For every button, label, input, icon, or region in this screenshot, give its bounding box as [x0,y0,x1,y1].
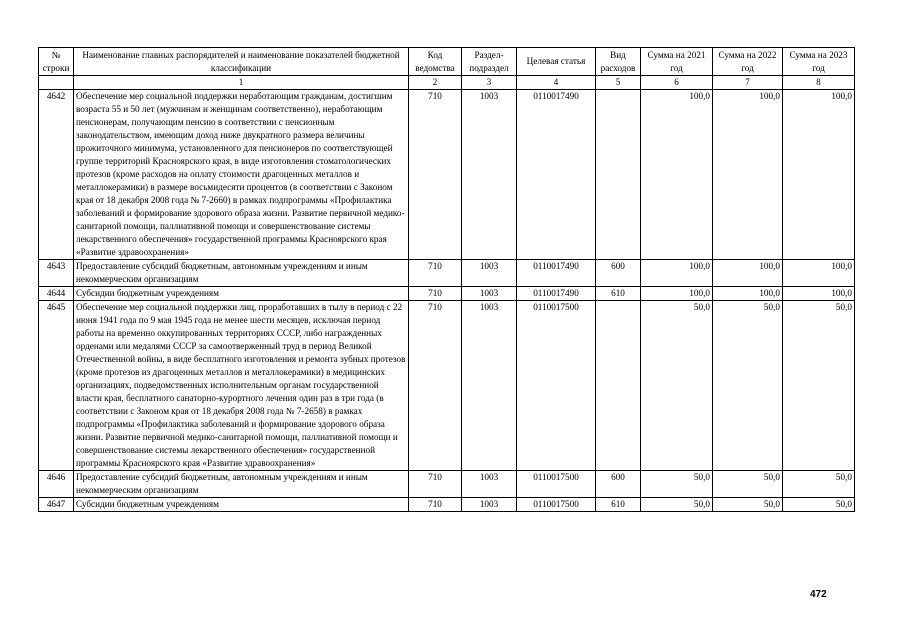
row-target: 0110017500 [517,471,596,498]
row-sum-2023: 100,0 [783,287,855,301]
header-sum-2021: Сумма на 2021 год [641,48,713,76]
table-header-row [39,48,855,76]
row-number: 4646 [39,471,74,498]
row-section: 1003 [462,260,517,287]
row-target: 0110017490 [517,90,596,260]
header-name: Наименование главных распорядителей и наименование показателей бюджетной классификации [74,48,409,76]
row-dept-code: 710 [409,287,462,301]
table-row [39,260,855,287]
row-sum-2021: 50,0 [641,301,713,471]
row-expense-type [596,90,641,260]
row-sum-2023: 100,0 [783,90,855,260]
row-name: Субсидии бюджетным учреждениям [74,498,409,512]
row-sum-2021: 100,0 [641,260,713,287]
header-section: Раздел-подраздел [462,48,517,76]
row-dept-code: 710 [409,471,462,498]
column-number: 5 [596,76,641,90]
row-section: 1003 [462,301,517,471]
row-dept-code: 710 [409,260,462,287]
column-number: 2 [409,76,462,90]
table-row [39,90,855,260]
header-target: Целевая статья [517,48,596,76]
row-target: 0110017500 [517,498,596,512]
row-sum-2022: 50,0 [713,301,783,471]
column-number: 4 [517,76,596,90]
table-row [39,471,855,498]
row-sum-2021: 50,0 [641,471,713,498]
row-sum-2023: 100,0 [783,260,855,287]
row-sum-2021: 50,0 [641,498,713,512]
row-dept-code: 710 [409,90,462,260]
header-expense-type: Вид расходов [596,48,641,76]
table-row [39,498,855,512]
row-name: Предоставление субсидий бюджетным, автономным учреждениям и иным некоммерческим организациям [74,471,409,498]
row-expense-type: 600 [596,471,641,498]
row-expense-type: 600 [596,260,641,287]
row-sum-2022: 50,0 [713,498,783,512]
row-dept-code: 710 [409,301,462,471]
column-number: 1 [74,76,409,90]
row-number: 4643 [39,260,74,287]
row-sum-2023: 50,0 [783,301,855,471]
table-row [39,287,855,301]
column-number [39,76,74,90]
row-name: Обеспечение мер социальной поддержки лиц, проработавших в тылу в период с 22 июня 1941 года по 9 мая 1945 года не менее шести месяцев, исключая период работы на временно оккупированных территориях СССР, либо награжденных орденами или медалями СССР за самоотверженный труд в период Великой Отечественной войны, в виде бесплатного изготовления и ремонта зубных протезов (кроме протезов из драгоценных металлов и металлокерамики) в медицинских организациях, подведомственных исполнительным органам государственной власти края, бесплатного санаторно-курортного лечения один раз в три года (в соответствии с Законом края от 18 декабря 2008 года № 7-2658) в рамках подпрограммы «Профилактика заболеваний и формирование здорового образа жизни. Развитие первичной медико-санитарной помощи, паллиативной помощи и совершенствование системы лекарственного обеспечения» государственной программы Красноярского края «Развитие здравоохранения» [74,301,409,471]
row-name: Предоставление субсидий бюджетным, автономным учреждениям и иным некоммерческим организациям [74,260,409,287]
column-number: 3 [462,76,517,90]
row-dept-code: 710 [409,498,462,512]
budget-table [38,47,855,512]
row-number: 4642 [39,90,74,260]
page-number: 472 [810,589,827,600]
row-target: 0110017500 [517,301,596,471]
row-number: 4647 [39,498,74,512]
row-number: 4644 [39,287,74,301]
column-number: 8 [783,76,855,90]
row-number: 4645 [39,301,74,471]
row-sum-2022: 100,0 [713,287,783,301]
header-sum-2023: Сумма на 2023 год [783,48,855,76]
row-target: 0110017490 [517,287,596,301]
row-sum-2022: 100,0 [713,90,783,260]
row-sum-2021: 100,0 [641,90,713,260]
table-row [39,301,855,471]
row-sum-2022: 100,0 [713,260,783,287]
row-name: Обеспечение мер социальной поддержки неработающим гражданам, достигшим возраста 55 и 50 лет (мужчинам и женщинам соответственно), неработающим пенсионерам, получающим пенсию в соответствии с пенсионным законодательством, имеющим доход ниже двукратного размера величины прожиточного минимума, установленного для пенсионеров по соответствующей группе территорий Красноярского края, в виде изготовления стоматологических протезов (кроме расходов на оплату стоимости драгоценных металлов и металлокерамики) в размере восьмидесяти процентов (в соответствии с Законом края от 18 декабря 2008 года № 7-2660) в рамках подпрограммы «Профилактика заболеваний и формирование здорового образа жизни. Развитие первичной медико-санитарной помощи, паллиативной помощи и совершенствование системы лекарственного обеспечения» государственной программы Красноярского края «Развитие здравоохранения» [74,90,409,260]
column-number-row [39,76,855,90]
row-section: 1003 [462,471,517,498]
row-expense-type: 610 [596,287,641,301]
row-sum-2022: 50,0 [713,471,783,498]
row-expense-type: 610 [596,498,641,512]
row-section: 1003 [462,287,517,301]
row-section: 1003 [462,498,517,512]
header-dept-code: Код ведомства [409,48,462,76]
row-section: 1003 [462,90,517,260]
header-sum-2022: Сумма на 2022 год [713,48,783,76]
column-number: 6 [641,76,713,90]
row-sum-2021: 100,0 [641,287,713,301]
row-sum-2023: 50,0 [783,498,855,512]
column-number: 7 [713,76,783,90]
row-target: 0110017490 [517,260,596,287]
row-name: Субсидии бюджетным учреждениям [74,287,409,301]
row-expense-type [596,301,641,471]
row-sum-2023: 50,0 [783,471,855,498]
header-row-number: № строки [39,48,74,76]
